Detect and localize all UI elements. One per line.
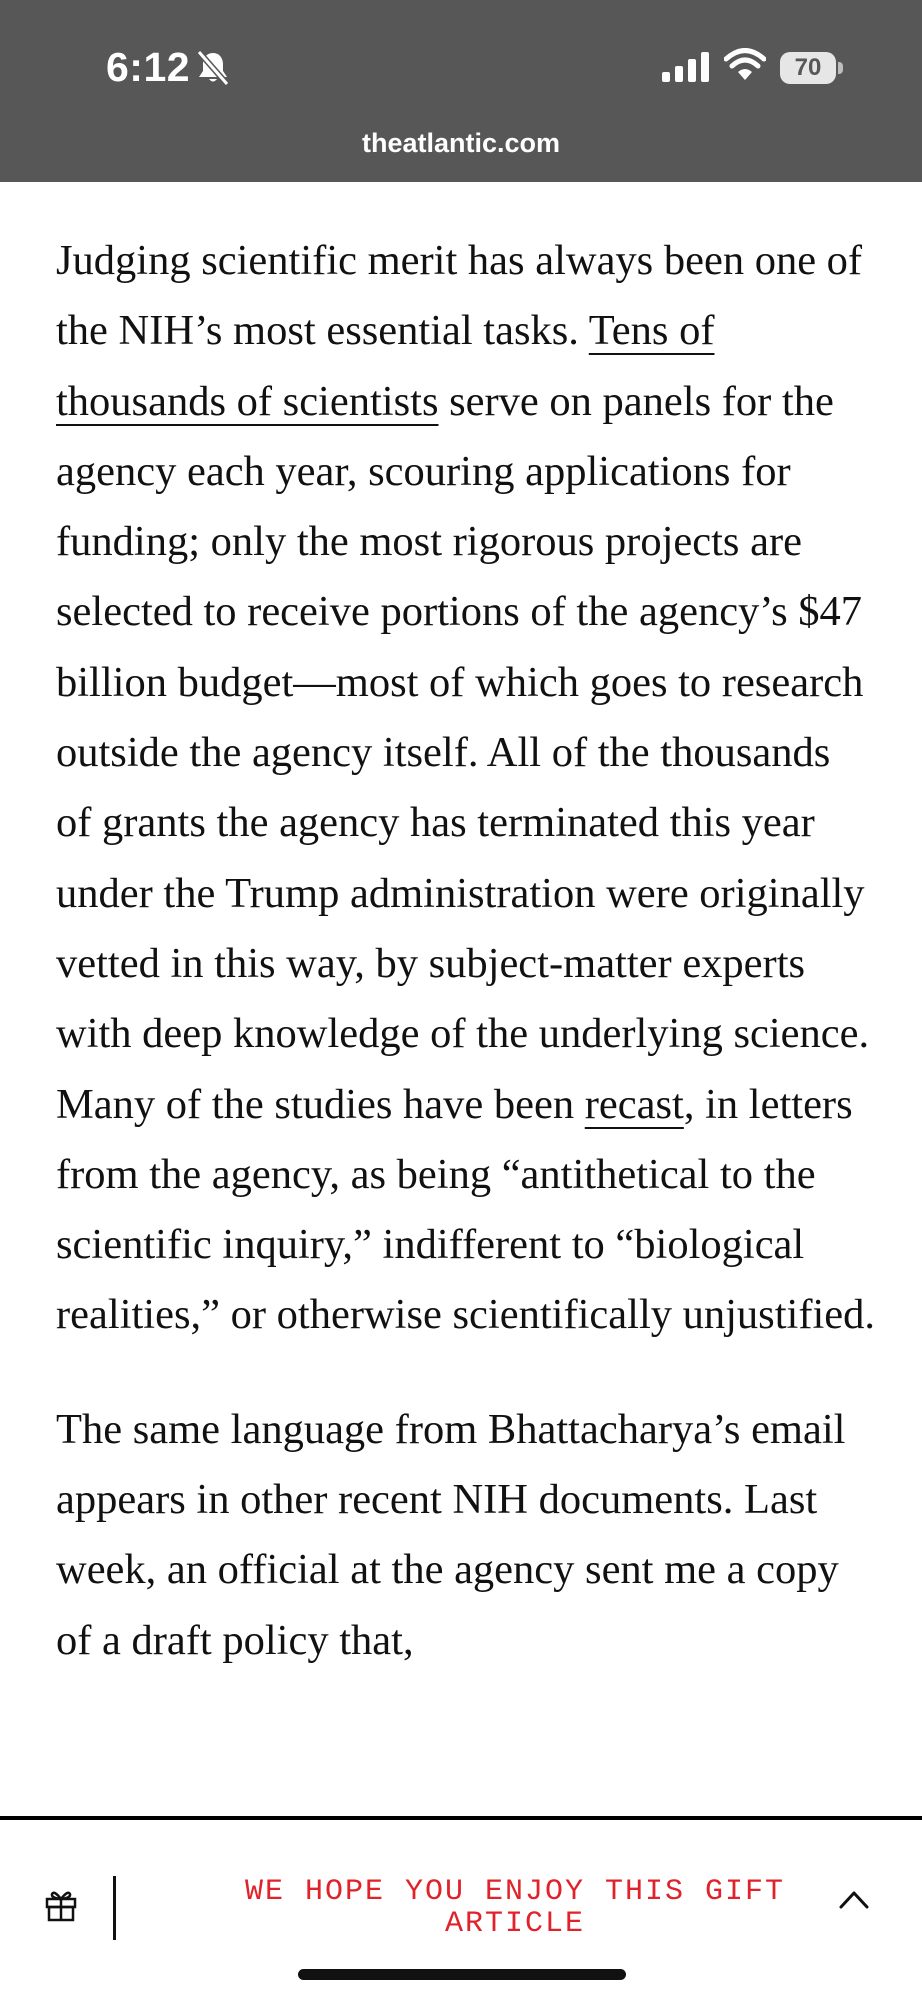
url-bar[interactable]: theatlantic.com: [361, 128, 561, 158]
link-recast[interactable]: recast: [584, 1080, 684, 1128]
gift-message-line-1: WE HOPE YOU ENJOY THIS GIFT: [244, 1875, 786, 1909]
gift-article-message[interactable]: [160, 1876, 870, 1940]
article-paragraph-1: [56, 226, 876, 1351]
gift-message-line-2: ARTICLE: [444, 1907, 586, 1941]
clock: 6:12: [106, 44, 191, 90]
link-tens-of-thousands[interactable]: Tens of thousands of scientists: [56, 307, 715, 425]
article-paragraph-2: The same language from Bhattacharya’s email appears in other recent NIH documents. Last week, an official at the agency sent me a copy of a draft policy that,: [56, 1405, 846, 1664]
vertical-separator: [113, 1876, 116, 1940]
article-body: [56, 226, 876, 1676]
battery-level: 70: [780, 52, 836, 84]
wifi-icon: [724, 48, 766, 82]
article-text: , in letters from the agency, as being “antithetical to the scientific inquiry,” indifferent to “biological realities,” or otherwise scientifically unjustified.: [56, 1080, 876, 1339]
article-text: serve on panels for the agency each year, scouring applications for funding; only the most rigorous projects are selected to receive portions of the agency’s $47 billion budget—most of which goes to research outside the agency itself. All of the thousands of grants the agency has terminated this year under the Trump administration were originally vetted in this way, by subject-matter experts with deep knowledge of the underlying science. Many of the studies have been: [56, 377, 870, 1128]
battery-tip: [838, 62, 843, 74]
chevron-up-icon[interactable]: [838, 1888, 870, 1910]
home-indicator[interactable]: [298, 1969, 626, 1980]
signal-icon: [660, 50, 712, 82]
bell-slash-icon: [196, 50, 230, 86]
status-bar: [0, 0, 922, 182]
gift-icon[interactable]: [44, 1888, 78, 1922]
battery-icon: [780, 52, 844, 84]
article-text: Judging scientific merit has always been one of the NIH’s most essential tasks.: [56, 237, 863, 355]
